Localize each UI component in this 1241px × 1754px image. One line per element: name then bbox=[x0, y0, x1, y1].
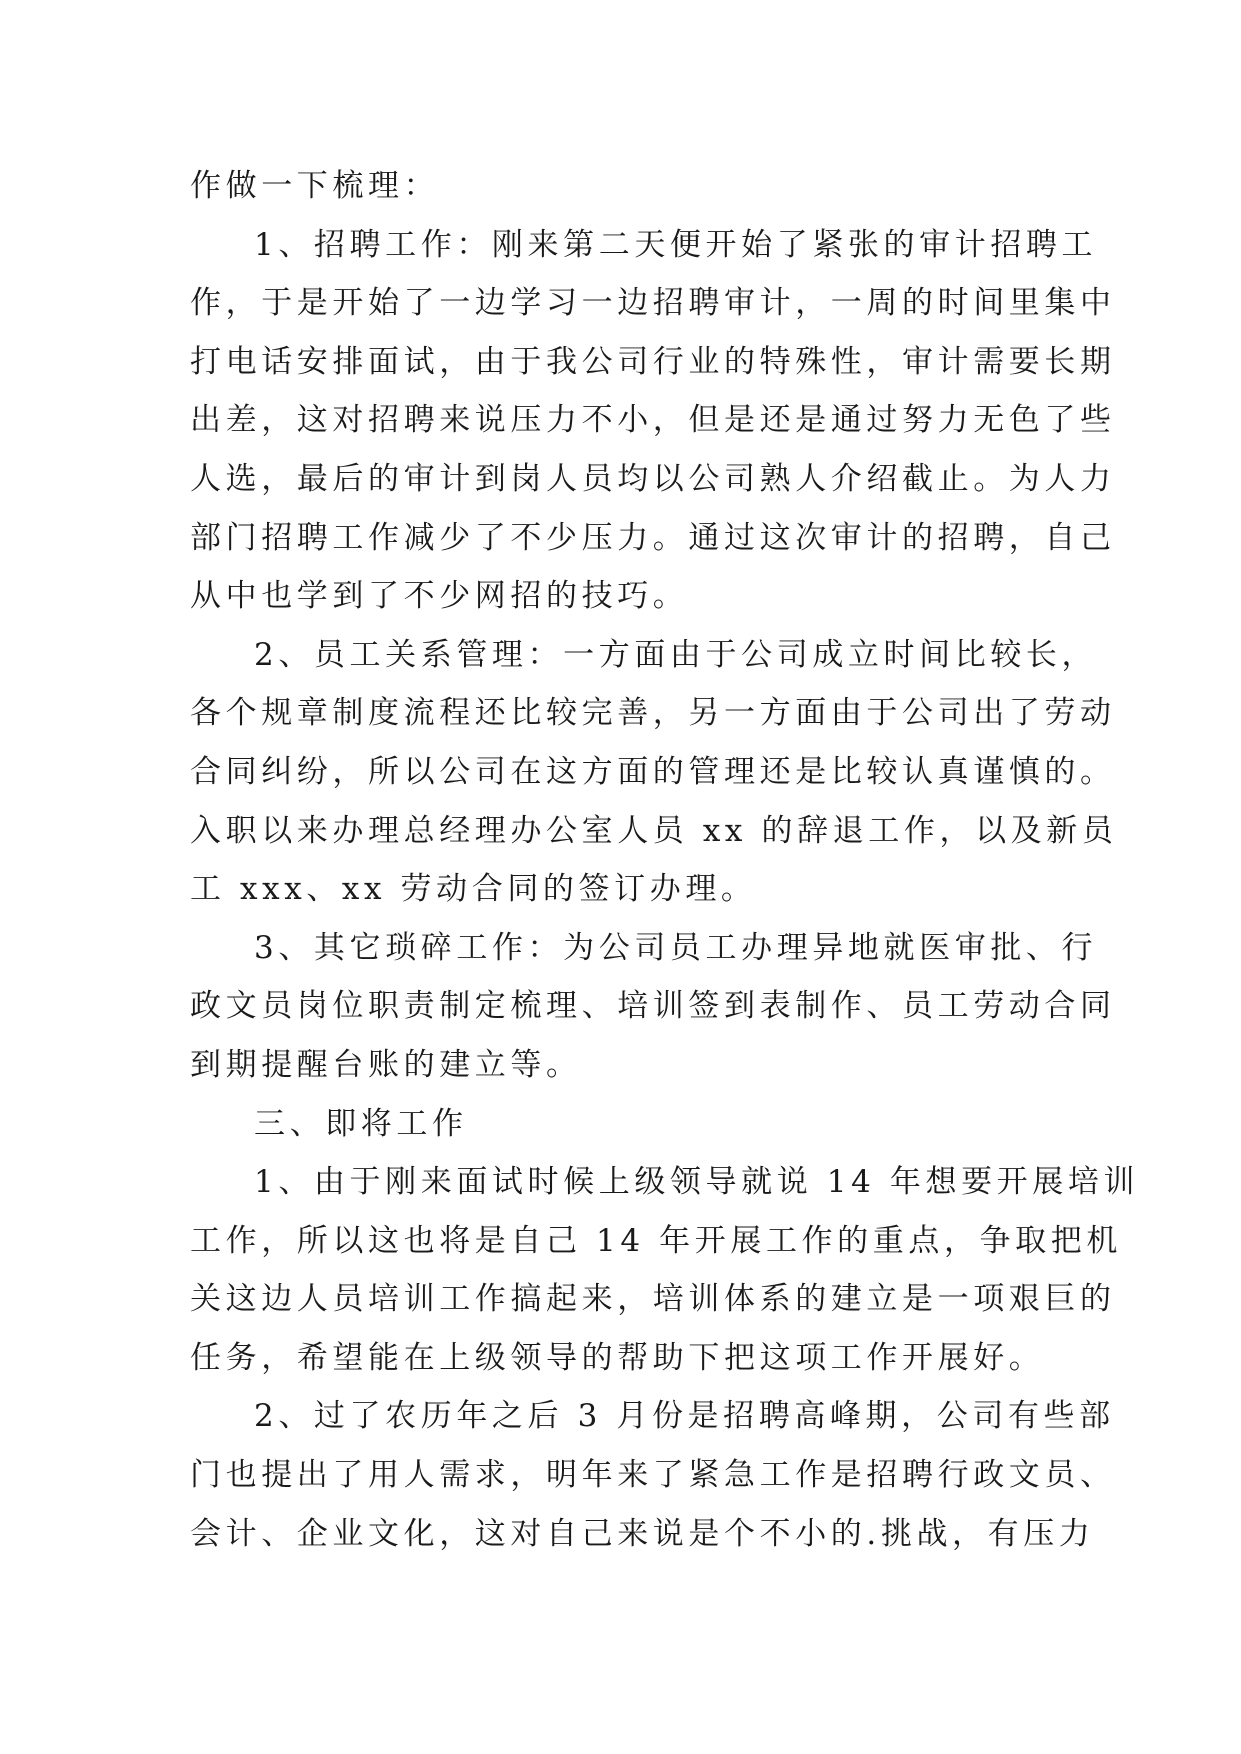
text-line: 工作，所以这也将是自己 14 年开展工作的重点，争取把机 bbox=[190, 1222, 1122, 1259]
text-line: 到期提醒台账的建立等。 bbox=[190, 1046, 582, 1083]
text-line: 门也提出了用人需求，明年来了紧急工作是招聘行政文员、 bbox=[190, 1457, 1116, 1494]
text-line: 1、由于刚来面试时候上级领导就说 14 年想要开展培训 bbox=[254, 1164, 1140, 1201]
text-line: 政文员岗位职责制定梳理、培训签到表制作、员工劳动合同 bbox=[190, 988, 1116, 1025]
text-line: 从中也学到了不少网招的技巧。 bbox=[190, 578, 689, 615]
text-line: 打电话安排面试，由于我公司行业的特殊性，审计需要长期 bbox=[190, 343, 1116, 380]
text-line: 作做一下梳理： bbox=[190, 168, 440, 204]
text-line: 各个规章制度流程还比较完善，另一方面由于公司出了劳动 bbox=[190, 695, 1116, 732]
text-line: 3、其它琐碎工作：为公司员工办理异地就医审批、行 bbox=[254, 929, 1098, 966]
text-line: 2、过了农历年之后 3 月份是招聘高峰期，公司有些部 bbox=[254, 1398, 1115, 1435]
text-line: 任务，希望能在上级领导的帮助下把这项工作开展好。 bbox=[190, 1339, 1045, 1376]
text-line: 入职以来办理总经理办公室人员 xx 的辞退工作，以及新员 bbox=[190, 812, 1118, 849]
text-line: 关这边人员培训工作搞起来，培训体系的建立是一项艰巨的 bbox=[190, 1281, 1116, 1318]
text-line: 合同纠纷，所以公司在这方面的管理还是比较认真谨慎的。 bbox=[190, 753, 1116, 790]
text-line: 作，于是开始了一边学习一边招聘审计，一周的时间里集中 bbox=[190, 285, 1116, 322]
text-line: 部门招聘工作减少了不少压力。通过这次审计的招聘，自己 bbox=[190, 519, 1116, 556]
text-line: 出差，这对招聘来说压力不小，但是还是通过努力无色了些 bbox=[190, 402, 1116, 439]
text-line: 工 xxx、xx 劳动合同的签订办理。 bbox=[190, 871, 757, 908]
text-line: 1、招聘工作：刚来第二天便开始了紧张的审计招聘工 bbox=[254, 226, 1098, 263]
text-line: 会计、企业文化，这对自己来说是个不小的.挑战，有压力 bbox=[190, 1515, 1095, 1552]
document-body bbox=[190, 157, 1140, 1563]
text-line: 人选，最后的审计到岗人员均以公司熟人介绍截止。为人力 bbox=[190, 460, 1116, 497]
text-line: 2、员工关系管理：一方面由于公司成立时间比较长， bbox=[254, 636, 1098, 673]
section-heading: 三、即将工作 bbox=[254, 1105, 468, 1142]
